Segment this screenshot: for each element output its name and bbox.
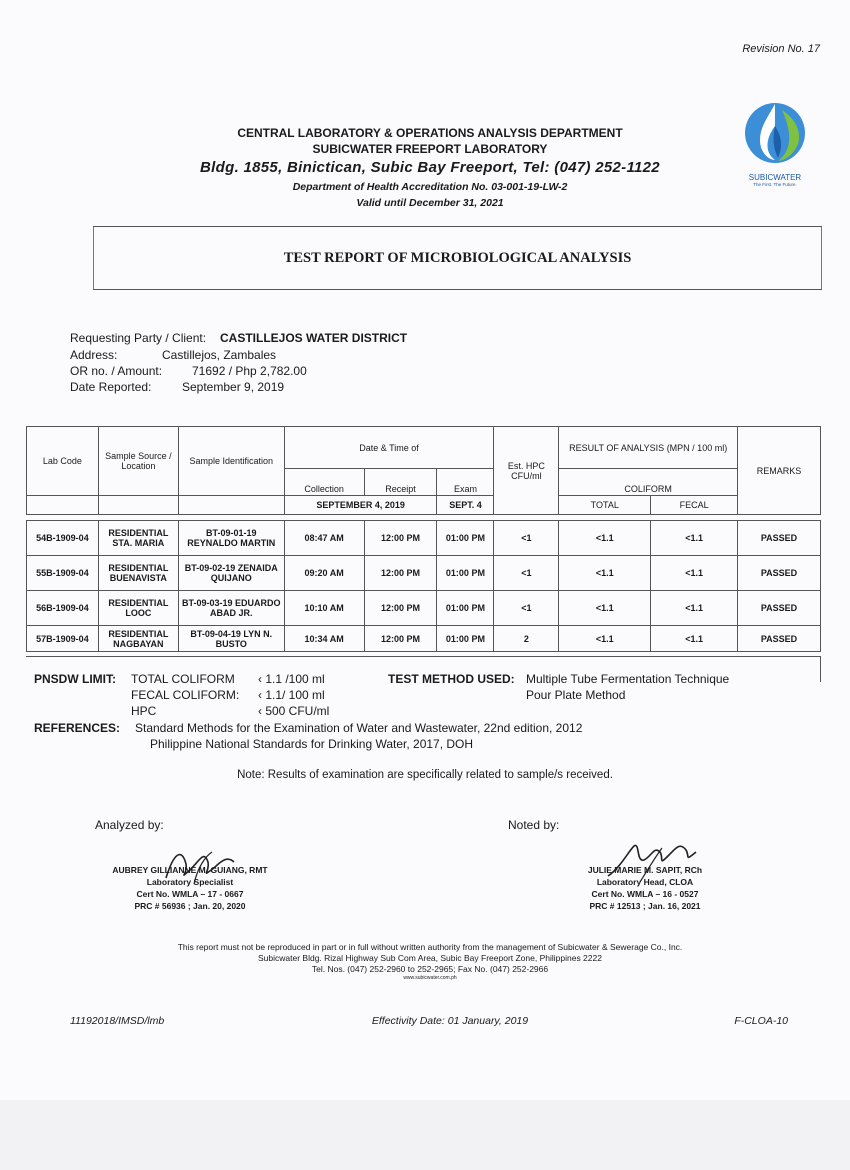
client-row xyxy=(70,331,407,345)
sample-source: RESIDENTIAL BUENAVISTA xyxy=(98,556,178,591)
blank-cell xyxy=(178,496,284,515)
footer xyxy=(100,942,760,982)
reference-2: Philippine National Standards for Drinking Water, 2017, DOH xyxy=(150,737,474,751)
water-drop-icon xyxy=(744,100,806,166)
head-title: Laboratory Head, CLOA xyxy=(596,877,694,887)
hpc-value: <1 xyxy=(494,556,559,591)
sample-source: RESIDENTIAL STA. MARIA xyxy=(98,521,178,556)
divider xyxy=(26,656,821,657)
blank-cell xyxy=(98,496,178,515)
table-row xyxy=(27,626,821,652)
exam-time: 01:00 PM xyxy=(437,626,494,652)
exam-time: 01:00 PM xyxy=(437,591,494,626)
sample-source: RESIDENTIAL LOOC xyxy=(98,591,178,626)
date-reported-value: September 9, 2019 xyxy=(182,380,285,394)
header-result-of-analysis: RESULT OF ANALYSIS (MPN / 100 ml) xyxy=(559,427,738,469)
exam-time: 01:00 PM xyxy=(437,521,494,556)
sample-identification: BT-09-04-19 LYN N. BUSTO xyxy=(178,626,284,652)
sample-identification: BT-09-01-19 REYNALDO MARTIN xyxy=(178,521,284,556)
accreditation-number: Department of Health Accreditation No. 03-001-19-LW-2 xyxy=(292,181,568,193)
receipt-time: 12:00 PM xyxy=(364,591,437,626)
exam-time: 01:00 PM xyxy=(437,556,494,591)
footer-address: Subicwater Bldg. Rizal Highway Sub Com Area, Subic Bay Freeport Zone, Philippines 2222 xyxy=(258,953,602,963)
client-value: CASTILLEJOS WATER DISTRICT xyxy=(220,331,408,345)
date-reported-label: Date Reported: xyxy=(70,380,152,394)
title-box xyxy=(93,226,822,290)
header-date-time: Date & Time of xyxy=(284,427,494,469)
total-coliform-label: TOTAL COLIFORM xyxy=(131,672,235,686)
subicwater-logo xyxy=(740,100,810,190)
hpc-value: 2 xyxy=(494,626,559,652)
header-sample-identification: Sample Identification xyxy=(178,427,284,496)
test-method-label: TEST METHOD USED: xyxy=(388,672,515,686)
noted-by-label: Noted by: xyxy=(508,818,560,832)
divider xyxy=(820,656,821,682)
analyst-cert: Cert No. WMLA – 17 - 0667 xyxy=(136,889,244,899)
collection-receipt-date: SEPTEMBER 4, 2019 xyxy=(284,496,437,515)
remarks: PASSED xyxy=(738,521,821,556)
hpc-value: <1 xyxy=(494,591,559,626)
exam-date: SEPT. 4 xyxy=(437,496,494,515)
lab-code: 55B-1909-04 xyxy=(27,556,99,591)
or-label: OR no. / Amount: xyxy=(70,364,163,378)
table-row xyxy=(27,591,821,626)
header-coliform: COLIFORM xyxy=(559,469,738,496)
footer-website: www.subicwater.com.ph xyxy=(403,975,457,981)
test-method-1: Multiple Tube Fermentation Technique xyxy=(526,672,730,686)
address-row xyxy=(70,348,276,362)
collection-time: 08:47 AM xyxy=(284,521,364,556)
lab-code: 54B-1909-04 xyxy=(27,521,99,556)
sample-identification: BT-09-03-19 EDUARDO ABAD JR. xyxy=(178,591,284,626)
analyst-block xyxy=(80,864,300,912)
header-fecal: FECAL xyxy=(651,496,738,515)
head-block xyxy=(535,864,755,912)
collection-time: 10:10 AM xyxy=(284,591,364,626)
effectivity-date: Effectivity Date: 01 January, 2019 xyxy=(371,1015,529,1027)
analyzed-by-label: Analyzed by: xyxy=(95,818,164,832)
fecal-coliform: <1.1 xyxy=(651,626,738,652)
reference-1: Standard Methods for the Examination of Water and Wastewater, 22nd edition, 2012 xyxy=(135,721,583,735)
results-note: Note: Results of examination are specifically related to sample/s received. xyxy=(237,769,613,781)
head-prc: PRC # 12513 ; Jan. 16, 2021 xyxy=(589,901,701,911)
total-coliform: <1.1 xyxy=(559,591,651,626)
analyst-name: AUBREY GILLIANNE M. GUIANG, RMT xyxy=(112,865,268,875)
lab-code: 57B-1909-04 xyxy=(27,626,99,652)
remarks: PASSED xyxy=(738,626,821,652)
lab-code: 56B-1909-04 xyxy=(27,591,99,626)
remarks: PASSED xyxy=(738,556,821,591)
fecal-coliform-label: FECAL COLIFORM: xyxy=(131,688,240,702)
analyst-title: Laboratory Specialist xyxy=(146,877,234,887)
form-number: F-CLOA-10 xyxy=(734,1015,788,1027)
laboratory-address: Bldg. 1855, Binictican, Subic Bay Freeport, Tel: (047) 252-1122 xyxy=(200,159,660,176)
header-remarks: REMARKS xyxy=(738,427,821,515)
header-total: TOTAL xyxy=(559,496,651,515)
total-coliform: <1.1 xyxy=(559,556,651,591)
laboratory-name: SUBICWATER FREEPORT LABORATORY xyxy=(312,142,548,156)
hpc-label: HPC xyxy=(131,704,157,718)
fecal-coliform: <1.1 xyxy=(651,591,738,626)
header-receipt: Receipt xyxy=(364,469,437,496)
sample-source: RESIDENTIAL NAGBAYAN xyxy=(98,626,178,652)
logo-tagline: The First. The Future. xyxy=(753,182,797,187)
fecal-coliform: <1.1 xyxy=(651,556,738,591)
header-lab-code: Lab Code xyxy=(27,427,99,496)
logo-brand: SUBICWATER xyxy=(748,173,802,182)
sample-identification: BT-09-02-19 ZENAIDA QUIJANO xyxy=(178,556,284,591)
fecal-coliform: <1.1 xyxy=(651,521,738,556)
table-row xyxy=(27,521,821,556)
footer-disclaimer: This report must not be reproduced in part or in full without written authority from the management of Subicwater & Sewerage Co., Inc. xyxy=(177,942,683,952)
head-cert: Cert No. WMLA – 16 - 0527 xyxy=(591,889,699,899)
header-sample-source: Sample Source / Location xyxy=(98,427,178,496)
header-est-hpc: Est. HPC CFU/ml xyxy=(494,427,559,515)
total-coliform: <1.1 xyxy=(559,521,651,556)
test-method-2: Pour Plate Method xyxy=(526,688,626,702)
fecal-coliform-limit: ‹ 1.1/ 100 ml xyxy=(258,688,325,702)
report-title: TEST REPORT OF MICROBIOLOGICAL ANALYSIS xyxy=(283,250,632,266)
client-label: Requesting Party / Client: xyxy=(70,331,207,345)
analyst-prc: PRC # 56936 ; Jan. 20, 2020 xyxy=(134,901,246,911)
address-value: Castillejos, Zambales xyxy=(162,348,277,362)
date-reported-row xyxy=(70,380,284,394)
references-label: REFERENCES: xyxy=(34,721,121,735)
accreditation-validity: Valid until December 31, 2021 xyxy=(356,197,504,209)
table-row xyxy=(27,556,821,591)
or-row xyxy=(70,364,307,378)
footer-phone: Tel. Nos. (047) 252-2960 to 252-2965; Fax No. (047) 252-2966 xyxy=(311,964,549,974)
head-name: JULIE MARIE M. SAPIT, RCh xyxy=(587,865,703,875)
receipt-time: 12:00 PM xyxy=(364,626,437,652)
collection-time: 10:34 AM xyxy=(284,626,364,652)
header-exam: Exam xyxy=(437,469,494,496)
total-coliform: <1.1 xyxy=(559,626,651,652)
collection-time: 09:20 AM xyxy=(284,556,364,591)
document-code: 11192018/IMSD/lmb xyxy=(70,1015,165,1027)
remarks: PASSED xyxy=(738,591,821,626)
address-label: Address: xyxy=(70,348,118,362)
receipt-time: 12:00 PM xyxy=(364,521,437,556)
or-value: 71692 / Php 2,782.00 xyxy=(192,364,307,378)
revision-number: Revision No. 17 xyxy=(742,43,820,55)
blank-cell xyxy=(27,496,99,515)
pnsdw-label: PNSDW LIMIT: xyxy=(34,672,116,686)
results-table xyxy=(26,426,821,652)
receipt-time: 12:00 PM xyxy=(364,556,437,591)
header-collection: Collection xyxy=(284,469,364,496)
hpc-value: <1 xyxy=(494,521,559,556)
department-name: CENTRAL LABORATORY & OPERATIONS ANALYSIS DEPARTMENT xyxy=(237,126,623,140)
total-coliform-limit: ‹ 1.1 /100 ml xyxy=(258,672,325,686)
hpc-limit: ‹ 500 CFU/ml xyxy=(258,704,330,718)
